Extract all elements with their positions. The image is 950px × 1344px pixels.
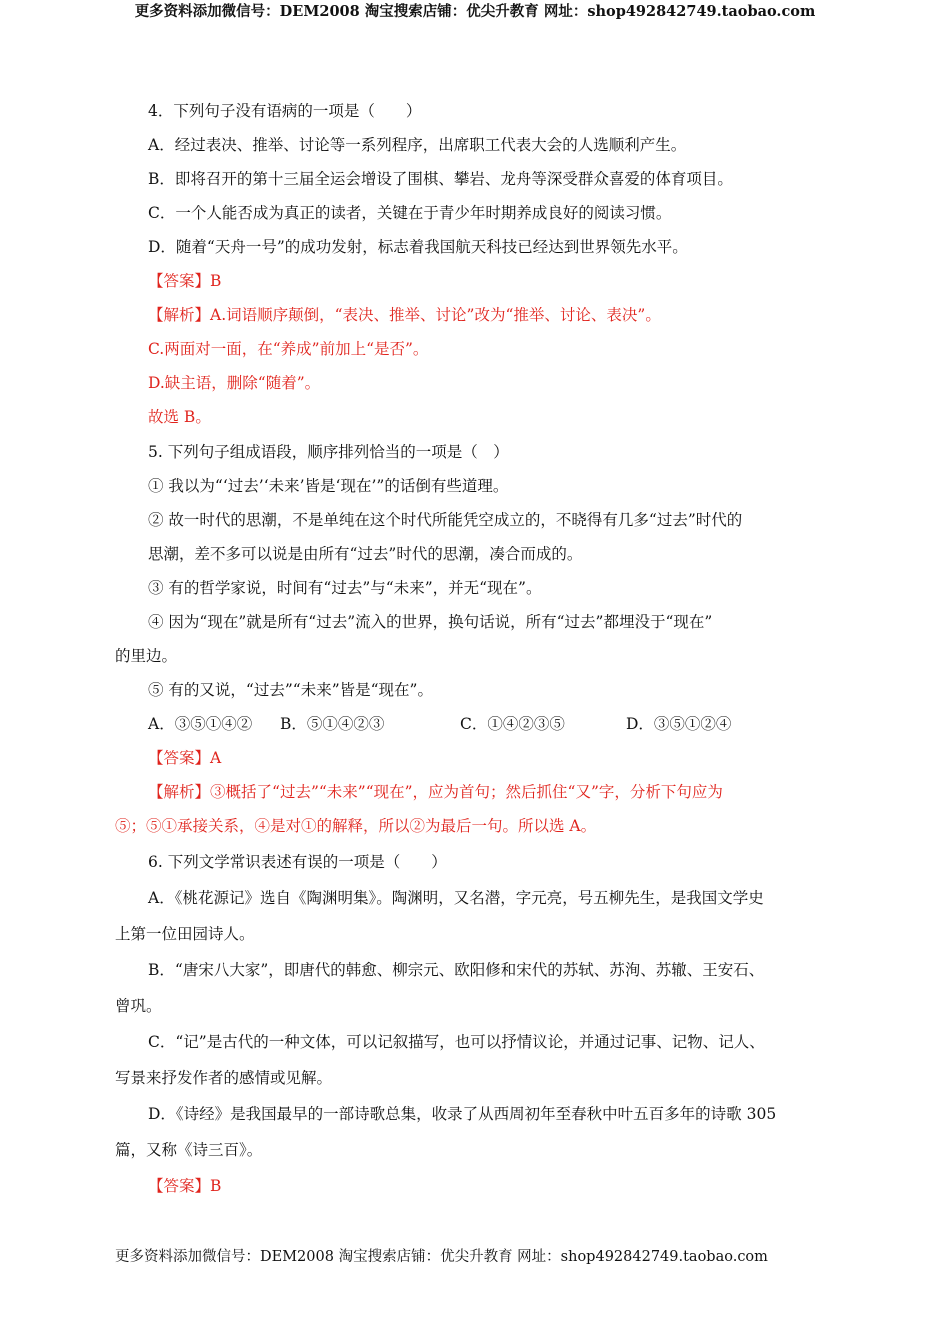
- analysis-label: 【解析】: [148, 783, 211, 801]
- q6-option-b-cont: 曾巩。: [115, 997, 162, 1015]
- q6-option-c-cont: 写景来抒发作者的感情或见解。: [115, 1069, 333, 1087]
- q4-analysis: [148, 304, 661, 326]
- q4-analysis-d: D.缺主语，删除“随着”。: [148, 374, 321, 392]
- q5-sentence-2-cont: 思潮，差不多可以说是由所有“过去”时代的思潮，凑合而成的。: [148, 545, 583, 563]
- page-header: 更多资料添加微信号：DEM2008 淘宝搜索店铺：优尖升教育 网址：shop492842749.taobao.com: [134, 3, 816, 20]
- q6-option-c: C．“记”是古代的一种文体，可以记叙描写，也可以抒情议论，并通过记事、记物、记人、: [148, 1033, 765, 1051]
- q5-sentence-4: ④ 因为“现在”就是所有“过去”流入的世界，换句话说，所有“过去”都埋没于“现在”: [148, 613, 713, 631]
- q5-sentence-3: ③ 有的哲学家说，时间有“过去”与“未来”，并无“现在”。: [148, 579, 542, 597]
- q4-answer: [148, 270, 221, 292]
- q4-option-c: C．一个人能否成为真正的读者，关键在于青少年时期养成良好的阅读习惯。: [148, 204, 672, 222]
- analysis-text: ③概括了“过去”“未来”“现在”，应为首句；然后抓住“又”字，分析下句应为: [210, 783, 723, 801]
- answer-value: B: [210, 272, 222, 290]
- q5-sentence-1: ① 我以为“‘过去’‘未来’皆是‘现在’”的话倒有些道理。: [148, 477, 509, 495]
- analysis-text: A.词语顺序颠倒，“表决、推举、讨论”改为“推举、讨论、表决”。: [210, 306, 661, 324]
- q4-conclusion: 故选 B。: [148, 408, 211, 426]
- q5-sentence-2: ② 故一时代的思潮，不是单纯在这个时代所能凭空成立的，不晓得有几多“过去”时代的: [148, 511, 743, 529]
- answer-label: 【答案】: [148, 1177, 211, 1195]
- q5-answer: [148, 747, 221, 769]
- answer-value: A: [210, 749, 222, 767]
- analysis-label: 【解析】: [148, 306, 211, 324]
- page-footer: 更多资料添加微信号：DEM2008 淘宝搜索店铺：优尖升教育 网址：shop492842749.taobao.com: [115, 1249, 768, 1265]
- q5-analysis: [148, 781, 723, 803]
- q6-option-a-cont: 上第一位田园诗人。: [115, 925, 255, 943]
- q6-answer: [148, 1175, 221, 1197]
- answer-value: B: [210, 1177, 222, 1195]
- q4-option-b: B．即将召开的第十三届全运会增设了围棋、攀岩、龙舟等深受群众喜爱的体育项目。: [148, 170, 733, 188]
- q6-stem: 6. 下列文学常识表述有误的一项是（ ）: [148, 853, 447, 871]
- q5-stem: 5. 下列句子组成语段，顺序排列恰当的一项是（ ）: [148, 443, 509, 461]
- q5-sentence-4-cont: 的里边。: [115, 647, 178, 665]
- q4-analysis-c: C.两面对一面，在“养成”前加上“是否”。: [148, 340, 429, 358]
- q5-sentence-5: ⑤ 有的又说，“过去”“未来”皆是“现在”。: [148, 681, 433, 699]
- q5-option-a: A．③⑤①④②: [148, 715, 253, 733]
- q6-option-d: D．《诗经》是我国最早的一部诗歌总集，收录了从西周初年至春秋中叶五百多年的诗歌 305: [148, 1105, 777, 1123]
- q6-option-a: A．《桃花源记》选自《陶渊明集》。陶渊明，又名潜，字元亮，号五柳先生，是我国文学史: [148, 889, 764, 907]
- q4-option-a: A．经过表决、推举、讨论等一系列程序，出席职工代表大会的人选顺利产生。: [148, 136, 687, 154]
- q4-option-d: D．随着“天舟一号”的成功发射，标志着我国航天科技已经达到世界领先水平。: [148, 238, 688, 256]
- q5-option-c: C．①④②③⑤: [460, 715, 565, 733]
- answer-label: 【答案】: [148, 272, 211, 290]
- q5-analysis-cont: ⑤；⑤①承接关系，④是对①的解释，所以②为最后一句。所以选 A。: [115, 817, 597, 835]
- q6-option-d-cont: 篇，又称《诗三百》。: [115, 1141, 263, 1159]
- q4-stem: 4．下列句子没有语病的一项是（ ）: [148, 102, 422, 120]
- q5-option-b: B．⑤①④②③: [280, 715, 385, 733]
- q6-option-b: B．“唐宋八大家”，即唐代的韩愈、柳宗元、欧阳修和宋代的苏轼、苏洵、苏辙、王安石、: [148, 961, 765, 979]
- answer-label: 【答案】: [148, 749, 211, 767]
- q5-option-d: D．③⑤①②④: [626, 715, 732, 733]
